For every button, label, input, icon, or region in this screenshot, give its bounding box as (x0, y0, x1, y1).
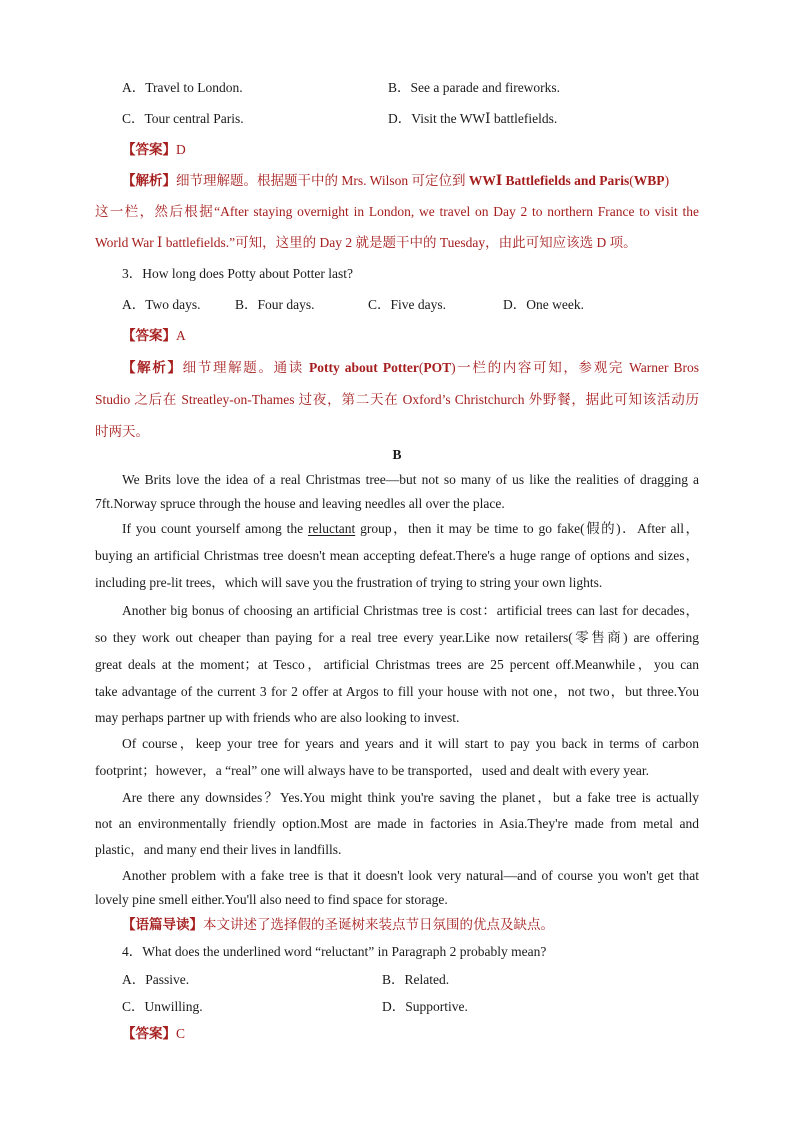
q3-analysis-line-2: Studio 之后在 Streatley-on-Thames 过夜，第二天在 Oxford’s Christchurch 外野餐，据此可知该活动历 (95, 392, 699, 407)
answer-value: A (176, 328, 186, 343)
answer-label: 【答案】 (122, 1026, 176, 1041)
passage-p2-line-2: buying an artificial Christmas tree doesn't mean accepting defeat.There's a huge range of options and sizes， (95, 548, 699, 563)
passage-p3-line-3: great deals at the moment；at Tesco，artificial Christmas trees are 25 percent off.Meanwhile，you can (95, 657, 699, 672)
passage-p1-line-2: 7ft.Norway spruce through the house and leaving needles all over the place. (95, 496, 505, 511)
passage-p4-line-1: Of course，keep your tree for years and years and it will start to pay you back in terms of carbon (122, 736, 699, 751)
q4-option-a: A．Passive. (122, 972, 190, 987)
q3-option-b: B．Four days. (235, 297, 315, 312)
answer-value: C (176, 1026, 186, 1041)
answer-label: 【答案】 (122, 142, 176, 157)
q4-question: 4．What does the underlined word “reluctant” in Paragraph 2 probably mean? (122, 944, 547, 959)
q3-option-d: D．One week. (503, 297, 584, 312)
passage-p2-line-3: including pre-lit trees，which will save you the frustration of trying to string your own lights. (95, 575, 603, 590)
q4-answer (122, 1024, 185, 1044)
analysis-label: 【解析】 (122, 360, 183, 375)
guide-label: 【语篇导读】 (122, 917, 203, 932)
section-heading-b: B (392, 447, 402, 462)
q3-answer (122, 326, 186, 346)
passage-p4-line-2: footprint；however，a “real” one will always have to be transported，used and dealt with every year. (95, 763, 650, 778)
q2-analysis-line-1: 【解析】细节理解题。根据题干中的 Mrs. Wilson 可定位到 WWⅠ Battlefields and Paris(WBP) (122, 173, 670, 188)
q2-option-c: C．Tour central Paris. (122, 111, 244, 126)
passage-p2-line-1: If you count yourself among the reluctant group，then it may be time to go fake(假的)．After all， (122, 521, 699, 536)
passage-p5-line-3: plastic，and many end their lives in landfills. (95, 842, 342, 857)
passage-p3-line-1: Another big bonus of choosing an artificial Christmas tree is cost：artificial trees can last for decades， (122, 603, 699, 618)
passage-p6-line-2: lovely pine smell either.You'll also need to find space for storage. (95, 892, 448, 907)
passage-guide (122, 915, 554, 935)
passage-p3-line-4: take advantage of the current 3 for 2 offer at Argos to fill your house with not one，not two，but three.You (95, 684, 699, 699)
passage-p6-line-1: Another problem with a fake tree is that it doesn't look very natural—and of course you won't get that (122, 868, 699, 883)
guide-text: 本文讲述了选择假的圣诞树来装点节日氛围的优点及缺点。 (203, 917, 554, 932)
analysis-label: 【解析】 (122, 173, 176, 188)
passage-p5-line-1: Are there any downsides？Yes.You might think you're saving the planet，but a fake tree is actually (122, 790, 699, 805)
q2-option-a: A．Travel to London. (122, 80, 243, 95)
passage-p3-line-5: may perhaps partner up with friends who are also looking to invest. (95, 710, 460, 725)
q3-analysis-line-3: 时两天。 (95, 424, 149, 439)
q3-analysis-line-1: 【解析】细节理解题。通读 Potty about Potter(POT)一栏的内容可知，参观完 Warner Bros (122, 360, 700, 375)
q2-analysis-line-2: 这一栏，然后根据“After staying overnight in London, we travel on Day 2 to northern France to visit the (95, 204, 699, 219)
passage-p5-line-2: not an environmentally friendly option.Most are made in factories in Asia.They're made from metal and (95, 816, 699, 831)
passage-p3-line-2: so they work out cheaper than paying for a real tree every year.Like now retailers(零售商) are offering (95, 630, 699, 645)
passage-p1-line-1: We Brits love the idea of a real Christmas tree—but not so many of us like the realities of dragging a (122, 472, 699, 487)
q3-question: 3．How long does Potty about Potter last? (122, 266, 353, 281)
q4-option-c: C．Unwilling. (122, 999, 203, 1014)
q4-option-b: B．Related. (382, 972, 450, 987)
q2-answer (122, 140, 186, 160)
answer-label: 【答案】 (122, 328, 176, 343)
q2-analysis-line-3: World War Ⅰ battlefields.”可知，这里的 Day 2 就是题干中的 Tuesday，由此可知应该选 D 项。 (95, 235, 637, 250)
answer-value: D (176, 142, 186, 157)
q4-option-d: D．Supportive. (382, 999, 468, 1014)
q3-option-a: A．Two days. (122, 297, 201, 312)
q2-option-b: B．See a parade and fireworks. (388, 80, 561, 95)
underlined-word-reluctant: reluctant (307, 521, 356, 536)
q2-option-d: D．Visit the WWⅠ battlefields. (388, 111, 558, 126)
q3-option-c: C．Five days. (368, 297, 447, 312)
